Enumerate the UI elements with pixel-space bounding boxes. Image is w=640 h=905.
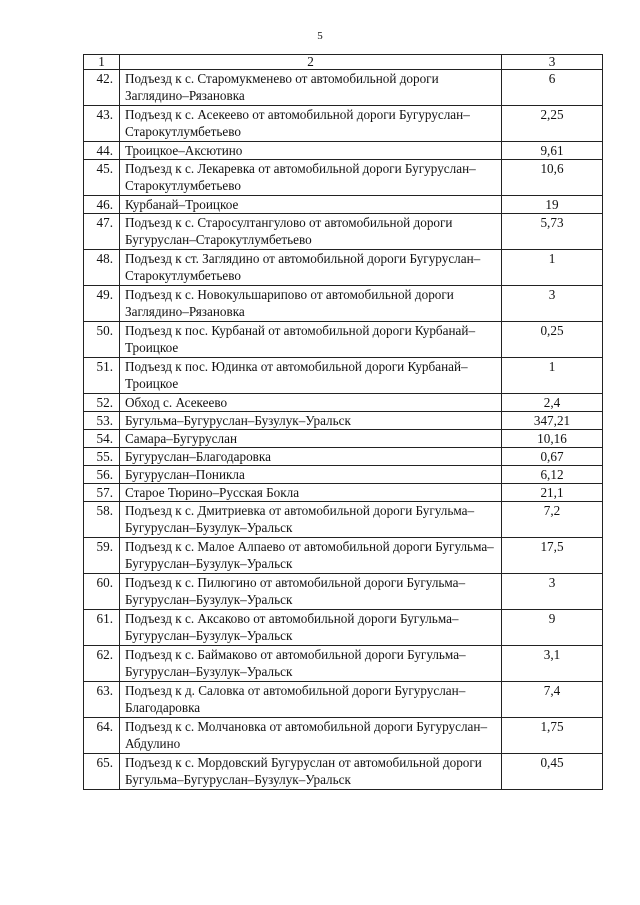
road-length: 2,4	[502, 394, 603, 412]
road-length: 3,1	[502, 646, 603, 682]
table-row	[84, 286, 603, 322]
road-length: 1,75	[502, 718, 603, 754]
column-header-3: 3	[502, 55, 603, 70]
road-name: Обход с. Асекеево	[120, 394, 502, 412]
road-name: Подъезд к с. Баймаково от автомобильной дороги Бугульма–Бугуруслан–Бузулук–Уральск	[120, 646, 502, 682]
column-header-1: 1	[84, 55, 120, 70]
road-name: Подъезд к с. Дмитриевка от автомобильной дороги Бугульма–Бугуруслан–Бузулук–Уральск	[120, 502, 502, 538]
road-length: 10,6	[502, 160, 603, 196]
road-name: Подъезд к с. Малое Алпаево от автомобильной дороги Бугульма–Бугуруслан–Бузулук–Уральск	[120, 538, 502, 574]
road-length: 7,4	[502, 682, 603, 718]
table-row	[84, 646, 603, 682]
row-number: 65.	[84, 754, 120, 790]
table-row	[84, 466, 603, 484]
row-number: 63.	[84, 682, 120, 718]
road-length: 5,73	[502, 214, 603, 250]
road-length: 19	[502, 196, 603, 214]
table-row	[84, 142, 603, 160]
table-header-row	[84, 55, 603, 70]
row-number: 52.	[84, 394, 120, 412]
row-number: 47.	[84, 214, 120, 250]
road-length: 7,2	[502, 502, 603, 538]
road-length: 6,12	[502, 466, 603, 484]
table-row	[84, 322, 603, 358]
table-row	[84, 754, 603, 790]
table-row	[84, 538, 603, 574]
table-row	[84, 610, 603, 646]
row-number: 64.	[84, 718, 120, 754]
row-number: 45.	[84, 160, 120, 196]
road-length: 10,16	[502, 430, 603, 448]
table-row	[84, 484, 603, 502]
road-name: Бугульма–Бугуруслан–Бузулук–Уральск	[120, 412, 502, 430]
row-number: 49.	[84, 286, 120, 322]
road-name: Подъезд к с. Асекеево от автомобильной дороги Бугуруслан–Старокутлумбетьево	[120, 106, 502, 142]
road-name: Подъезд к с. Молчановка от автомобильной дороги Бугуруслан–Абдулино	[120, 718, 502, 754]
row-number: 60.	[84, 574, 120, 610]
table-row	[84, 574, 603, 610]
road-name: Подъезд к с. Старомукменево от автомобильной дороги Заглядино–Рязановка	[120, 70, 502, 106]
row-number: 59.	[84, 538, 120, 574]
row-number: 58.	[84, 502, 120, 538]
road-length: 347,21	[502, 412, 603, 430]
row-number: 51.	[84, 358, 120, 394]
page-number: 5	[317, 30, 323, 42]
row-number: 62.	[84, 646, 120, 682]
table-row	[84, 196, 603, 214]
road-name: Подъезд к пос. Курбанай от автомобильной дороги Курбанай–Троицкое	[120, 322, 502, 358]
table-row	[84, 250, 603, 286]
row-number: 48.	[84, 250, 120, 286]
road-name: Курбанай–Троицкое	[120, 196, 502, 214]
table-body	[84, 70, 603, 790]
road-name: Самара–Бугуруслан	[120, 430, 502, 448]
table-row	[84, 682, 603, 718]
row-number: 53.	[84, 412, 120, 430]
road-length: 17,5	[502, 538, 603, 574]
road-length: 3	[502, 574, 603, 610]
road-name: Подъезд к с. Старосултангулово от автомобильной дороги Бугуруслан–Старокутлумбетьево	[120, 214, 502, 250]
road-name: Подъезд к с. Аксаково от автомобильной дороги Бугульма–Бугуруслан–Бузулук–Уральск	[120, 610, 502, 646]
table-row	[84, 106, 603, 142]
row-number: 56.	[84, 466, 120, 484]
table-row	[84, 430, 603, 448]
row-number: 61.	[84, 610, 120, 646]
table-row	[84, 502, 603, 538]
row-number: 44.	[84, 142, 120, 160]
row-number: 57.	[84, 484, 120, 502]
table-row	[84, 412, 603, 430]
road-length: 21,1	[502, 484, 603, 502]
road-length: 9	[502, 610, 603, 646]
table-row	[84, 358, 603, 394]
road-name: Подъезд к с. Мордовский Бугуруслан от автомобильной дороги Бугульма–Бугуруслан–Бузулук–Уральск	[120, 754, 502, 790]
road-name: Старое Тюрино–Русская Бокла	[120, 484, 502, 502]
road-name: Бугуруслан–Поникла	[120, 466, 502, 484]
road-name: Подъезд к с. Новокульшарипово от автомобильной дороги Заглядино–Рязановка	[120, 286, 502, 322]
road-length: 6	[502, 70, 603, 106]
road-length: 2,25	[502, 106, 603, 142]
table-row	[84, 214, 603, 250]
roads-table	[83, 54, 603, 790]
road-name: Бугуруслан–Благодаровка	[120, 448, 502, 466]
road-length: 3	[502, 286, 603, 322]
road-length: 9,61	[502, 142, 603, 160]
road-length: 0,45	[502, 754, 603, 790]
row-number: 42.	[84, 70, 120, 106]
row-number: 50.	[84, 322, 120, 358]
table-row	[84, 394, 603, 412]
road-name: Подъезд к ст. Заглядино от автомобильной дороги Бугуруслан–Старокутлумбетьево	[120, 250, 502, 286]
table-row	[84, 718, 603, 754]
road-length: 1	[502, 358, 603, 394]
row-number: 55.	[84, 448, 120, 466]
road-name: Подъезд к с. Пилюгино от автомобильной дороги Бугульма–Бугуруслан–Бузулук–Уральск	[120, 574, 502, 610]
table-row	[84, 448, 603, 466]
road-length: 0,67	[502, 448, 603, 466]
road-name: Подъезд к д. Саловка от автомобильной дороги Бугуруслан–Благодаровка	[120, 682, 502, 718]
table-row	[84, 70, 603, 106]
row-number: 46.	[84, 196, 120, 214]
road-length: 1	[502, 250, 603, 286]
row-number: 54.	[84, 430, 120, 448]
road-name: Троицкое–Аксютино	[120, 142, 502, 160]
road-name: Подъезд к пос. Юдинка от автомобильной дороги Курбанай–Троицкое	[120, 358, 502, 394]
road-name: Подъезд к с. Лекаревка от автомобильной дороги Бугуруслан–Старокутлумбетьево	[120, 160, 502, 196]
table-row	[84, 160, 603, 196]
column-header-2: 2	[120, 55, 502, 70]
road-length: 0,25	[502, 322, 603, 358]
row-number: 43.	[84, 106, 120, 142]
